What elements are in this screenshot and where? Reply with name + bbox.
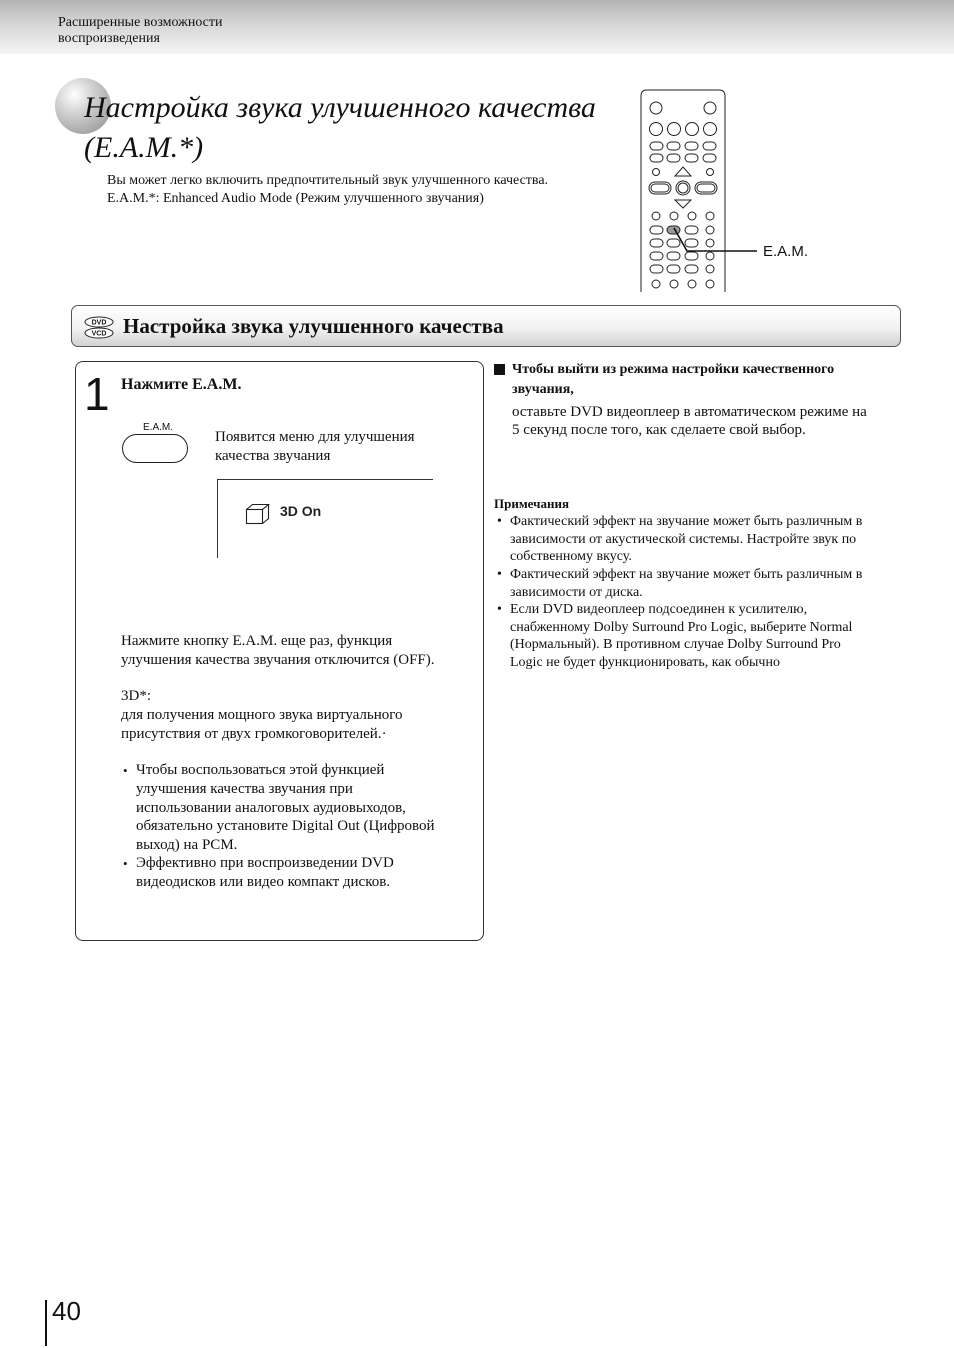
page-title-line-1: Настройка звука улучшенного качества bbox=[84, 91, 596, 124]
bullet-marker: • bbox=[123, 856, 128, 871]
menu-appear-text-line-2: качества звучания bbox=[215, 448, 331, 464]
osd-frame-left-edge bbox=[217, 479, 218, 558]
remote-control-illustration bbox=[630, 86, 760, 296]
page-number-rule bbox=[45, 1300, 47, 1346]
note-bullet-marker: • bbox=[497, 602, 502, 617]
exit-heading-line-1: Чтобы выйти из режима настройки качественного bbox=[512, 362, 835, 377]
menu-appear-text-line-1: Появится меню для улучшения bbox=[215, 429, 415, 445]
eam-button-caption: E.A.M. bbox=[143, 422, 174, 433]
breadcrumb-line-1: Расширенные возможности bbox=[58, 15, 223, 30]
note-1-line-1: Фактический эффект на звучание может быть различным в bbox=[510, 514, 863, 529]
osd-3d-on-text: 3D On bbox=[280, 503, 322, 519]
page-title-line-2: (E.A.M.*) bbox=[84, 131, 204, 164]
threed-desc-line-2: присутствия от двух громкоговорителей.· bbox=[121, 726, 387, 742]
badge-dvd-text: DVD bbox=[91, 319, 107, 327]
bullet-1-line-3: использовании аналоговых аудиовыходов, bbox=[136, 800, 406, 816]
cube-icon bbox=[245, 503, 271, 525]
bullet-1-line-4: обязательно установите Digital Out (Цифровой bbox=[136, 818, 435, 834]
page-number: 40 bbox=[52, 1296, 81, 1326]
section-title: Настройка звука улучшенного качества bbox=[123, 314, 504, 338]
bullet-marker: • bbox=[123, 763, 128, 778]
bullet-2-line-2: видеодисков или видео компакт дисков. bbox=[136, 874, 391, 890]
exit-body-line-2: 5 секунд после того, как сделаете свой выбор. bbox=[512, 422, 806, 438]
note-2-line-2: зависимости от диска. bbox=[510, 585, 643, 600]
note-bullet-marker: • bbox=[497, 567, 502, 582]
note-3-line-2: снабженному Dolby Surround Pro Logic, выберите Normal bbox=[510, 620, 853, 635]
intro-text-line-1: Вы может легко включить предпочтительный звук улучшенного качества. bbox=[107, 173, 549, 188]
dvd-vcd-badge-icon bbox=[83, 316, 115, 340]
breadcrumb-line-2: воспроизведения bbox=[58, 31, 160, 46]
intro-text-line-2: E.A.M.*: Enhanced Audio Mode (Режим улучшенного звучания) bbox=[107, 191, 484, 206]
eam-button-illustration bbox=[122, 434, 188, 463]
threed-label: 3D*: bbox=[121, 688, 151, 704]
exit-heading-line-2: звучания, bbox=[512, 382, 574, 397]
bullet-1-line-5: выход) на PCM. bbox=[136, 837, 238, 853]
osd-frame-top-edge bbox=[217, 479, 433, 480]
exit-body-line-1: оставьте DVD видеоплеер в автоматическом режиме на bbox=[512, 404, 867, 420]
note-3-line-4: Logic не будет функционировать, как обычно bbox=[510, 655, 780, 670]
note-3-line-3: (Нормальный). В противном случае Dolby Surround Pro bbox=[510, 637, 841, 652]
eam-callout-label: E.A.M. bbox=[763, 243, 809, 260]
step-number: 1 bbox=[84, 368, 110, 420]
notes-heading: Примечания bbox=[494, 496, 569, 511]
press-again-text-line-2: улучшения качества звучания отключится (OFF). bbox=[121, 652, 435, 668]
badge-vcd-text: VCD bbox=[91, 330, 107, 338]
note-2-line-1: Фактический эффект на звучание может быть различным в bbox=[510, 567, 863, 582]
note-1-line-3: собственному вкусу. bbox=[510, 549, 632, 564]
bullet-1-line-2: улучшения качества звучания при bbox=[136, 781, 353, 797]
square-bullet-icon bbox=[494, 364, 505, 375]
note-1-line-2: зависимости от акустической системы. Настройте звук по bbox=[510, 532, 857, 547]
threed-desc-line-1: для получения мощного звука виртуального bbox=[121, 707, 403, 723]
bullet-1-line-1: Чтобы воспользоваться этой функцией bbox=[136, 762, 385, 778]
note-3-line-1: Если DVD видеоплеер подсоединен к усилителю, bbox=[510, 602, 808, 617]
bullet-2-line-1: Эффективно при воспроизведении DVD bbox=[136, 855, 394, 871]
step-heading: Нажмите E.A.M. bbox=[121, 376, 242, 393]
note-bullet-marker: • bbox=[497, 514, 502, 529]
press-again-text-line-1: Нажмите кнопку E.A.M. еще раз, функция bbox=[121, 633, 393, 649]
